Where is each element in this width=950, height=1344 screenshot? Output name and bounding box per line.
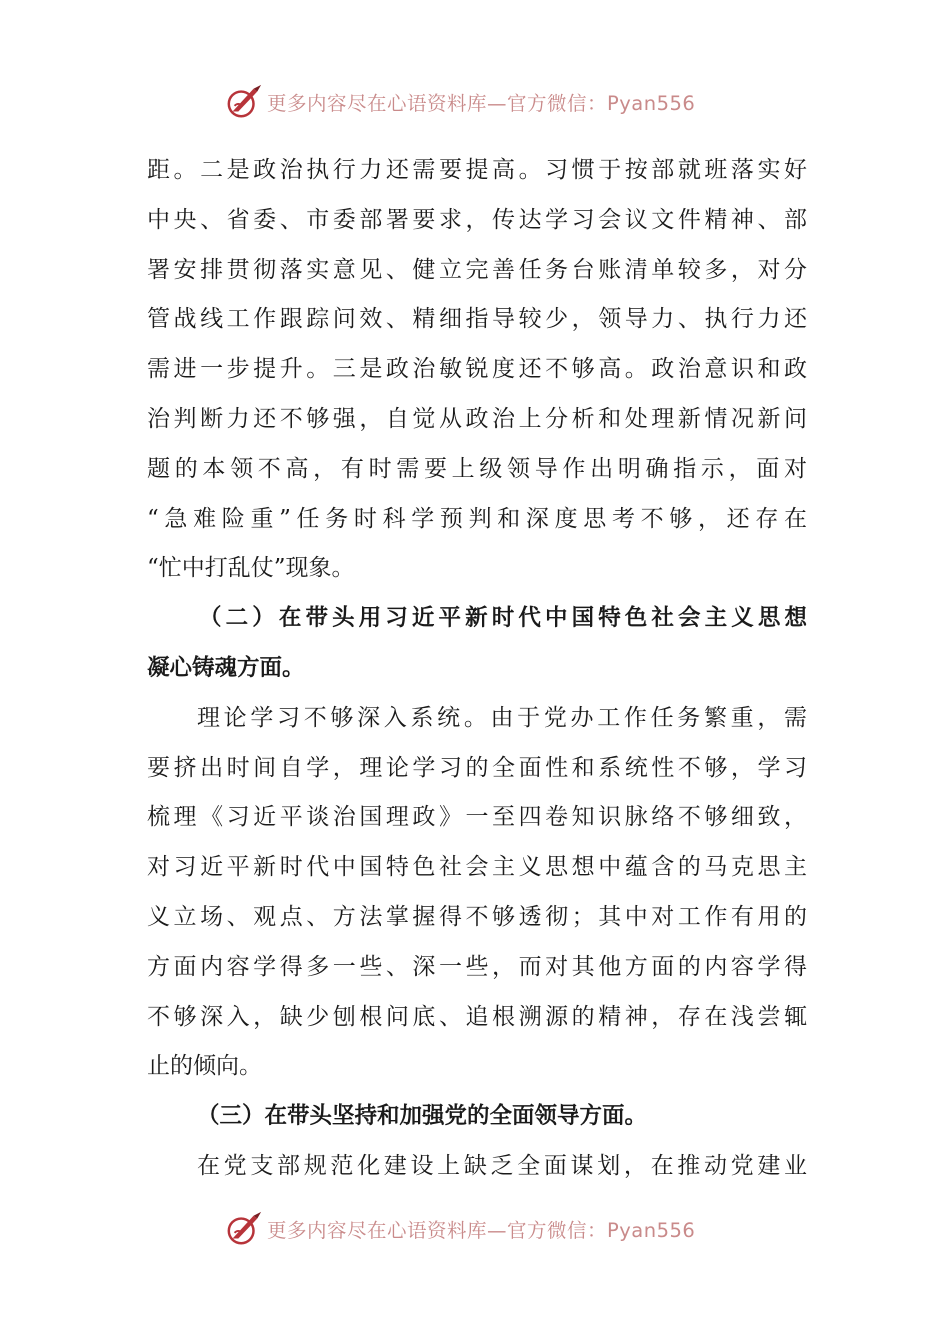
text-line: 梳理《习近平谈治国理政》一至四卷知识脉络不够细致， — [147, 804, 807, 831]
text-line: 理论学习不够深入系统。由于党办工作任务繁重，需 — [197, 704, 807, 731]
quill-pen-circle-icon — [225, 83, 263, 121]
header-banner-text: 更多内容尽在心语资料库—官方微信：Pyan556 — [267, 92, 696, 115]
text-line: 题的本领不高，有时需要上级领导作出明确指示，面对 — [147, 455, 807, 482]
heading-line: （三）在带头坚持和加强党的全面领导方面。 — [197, 1103, 648, 1130]
text-line: 需进一步提升。三是政治敏锐度还不够高。政治意识和政 — [147, 356, 807, 383]
section-heading-2 — [147, 594, 807, 694]
document-body — [147, 146, 807, 1192]
heading-line: 凝心铸魂方面。 — [147, 654, 305, 681]
text-line: 义立场、观点、方法掌握得不够透彻；其中对工作有用的 — [147, 903, 807, 930]
text-line: 管战线工作跟踪问效、精细指导较少，领导力、执行力还 — [147, 306, 807, 333]
text-line: 要挤出时间自学，理论学习的全面性和系统性不够，学习 — [147, 754, 807, 781]
text-line: “忙中打乱仗”现象。 — [147, 555, 355, 582]
text-line: “急难险重”任务时科学预判和深度思考不够，还存在 — [147, 505, 807, 532]
footer-banner — [225, 1209, 745, 1249]
section-heading-3 — [147, 1092, 807, 1142]
text-line: 治判断力还不够强，自觉从政治上分析和处理新情况新问 — [147, 405, 807, 432]
footer-banner-text: 更多内容尽在心语资料库—官方微信：Pyan556 — [267, 1219, 696, 1242]
text-line: 中央、省委、市委部署要求，传达学习会议文件精神、部 — [147, 206, 807, 233]
text-line: 对习近平新时代中国特色社会主义思想中蕴含的马克思主 — [147, 854, 807, 881]
text-line: 距。二是政治执行力还需要提高。习惯于按部就班落实好 — [147, 157, 807, 183]
text-line: 在党支部规范化建设上缺乏全面谋划，在推动党建业 — [197, 1152, 807, 1179]
paragraph-3 — [147, 1142, 807, 1192]
paragraph-2 — [147, 694, 807, 1092]
heading-line: （二）在带头用习近平新时代中国特色社会主义思想 — [199, 605, 807, 632]
paragraph-1 — [147, 146, 807, 594]
text-line: 署安排贯彻落实意见、健立完善任务台账清单较多，对分 — [147, 256, 807, 283]
text-line: 不够深入，缺少刨根问底、追根溯源的精神，存在浅尝辄 — [147, 1003, 807, 1030]
header-banner — [225, 82, 745, 122]
text-line: 方面内容学得多一些、深一些，而对其他方面的内容学得 — [147, 953, 807, 980]
quill-pen-circle-icon — [225, 1210, 263, 1248]
text-line: 止的倾向。 — [147, 1053, 262, 1080]
